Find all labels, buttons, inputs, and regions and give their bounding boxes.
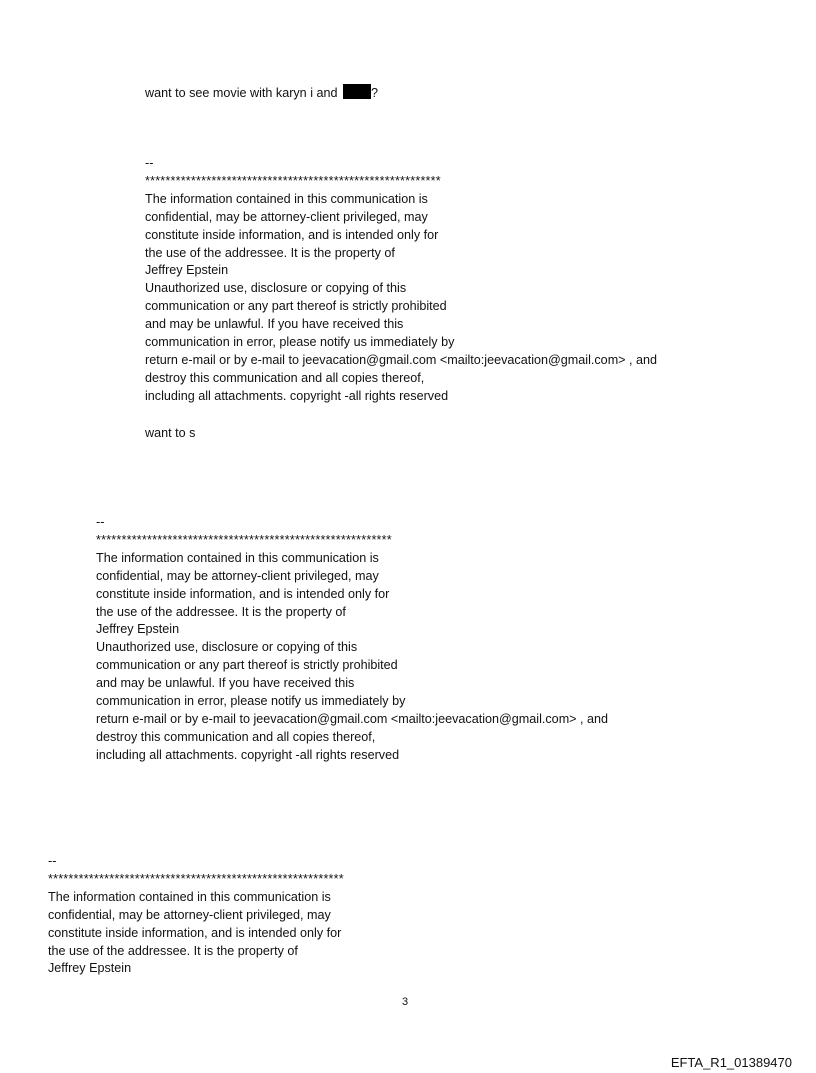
disclaimer-block-1 <box>145 155 657 406</box>
separator-stars: ********************************************************** <box>96 532 392 547</box>
disclaimer-line: destroy this communication and all copies thereof, <box>96 729 376 744</box>
page-number: 3 <box>402 996 409 1008</box>
message-top-text: want to see movie with karyn i and <box>145 86 341 100</box>
disclaimer-line: The information contained in this communication is <box>96 550 379 565</box>
disclaimer-block-3 <box>48 853 344 978</box>
disclaimer-line: The information contained in this communication is <box>145 191 428 206</box>
disclaimer-line: confidential, may be attorney-client privileged, may <box>145 209 428 224</box>
disclaimer-line: Jeffrey Epstein <box>48 961 132 976</box>
disclaimer-line: communication in error, please notify us immediately by <box>96 694 406 709</box>
disclaimer-line: communication or any part thereof is strictly prohibited <box>145 299 447 314</box>
separator-dashes: -- <box>48 854 57 868</box>
disclaimer-line: and may be unlawful. If you have received this <box>96 676 355 691</box>
disclaimer-line: Jeffrey Epstein <box>96 622 180 637</box>
disclaimer-line: destroy this communication and all copies thereof, <box>145 370 425 385</box>
disclaimer-line: including all attachments. copyright -all rights reserved <box>145 388 449 403</box>
disclaimer-line: return e-mail or by e-mail to jeevacation@gmail.com <mailto:jeevacation@gmail.com> , and <box>96 711 609 726</box>
message-fragment-text: want to s <box>145 426 196 440</box>
disclaimer-line: Jeffrey Epstein <box>145 263 229 278</box>
disclaimer-line: constitute inside information, and is intended only for <box>96 586 390 601</box>
disclaimer-block-2 <box>96 514 608 765</box>
disclaimer-line: including all attachments. copyright -all rights reserved <box>96 747 400 762</box>
disclaimer-line: constitute inside information, and is intended only for <box>145 227 439 242</box>
disclaimer-line: the use of the addressee. It is the property of <box>48 943 298 958</box>
disclaimer-line: Unauthorized use, disclosure or copying of this <box>145 281 407 296</box>
redaction-box <box>343 84 371 99</box>
disclaimer-line: the use of the addressee. It is the property of <box>96 604 346 619</box>
separator-stars: ********************************************************** <box>48 871 344 886</box>
message-top <box>145 84 378 103</box>
disclaimer-line: Unauthorized use, disclosure or copying of this <box>96 640 358 655</box>
message-top-text-end: ? <box>371 86 379 100</box>
message-fragment <box>145 425 195 443</box>
disclaimer-line: the use of the addressee. It is the property of <box>145 245 395 260</box>
disclaimer-line: constitute inside information, and is intended only for <box>48 925 342 940</box>
disclaimer-line: confidential, may be attorney-client privileged, may <box>96 568 379 583</box>
disclaimer-line: and may be unlawful. If you have received this <box>145 317 404 332</box>
disclaimer-line: communication in error, please notify us immediately by <box>145 335 455 350</box>
separator-stars: ********************************************************** <box>145 173 441 188</box>
document-id: EFTA_R1_01389470 <box>670 1055 792 1070</box>
disclaimer-line: communication or any part thereof is strictly prohibited <box>96 658 398 673</box>
disclaimer-line: The information contained in this communication is <box>48 889 331 904</box>
separator-dashes: -- <box>96 515 105 529</box>
disclaimer-line: return e-mail or by e-mail to jeevacation@gmail.com <mailto:jeevacation@gmail.com> , and <box>145 352 658 367</box>
separator-dashes: -- <box>145 156 154 170</box>
disclaimer-line: confidential, may be attorney-client privileged, may <box>48 907 331 922</box>
